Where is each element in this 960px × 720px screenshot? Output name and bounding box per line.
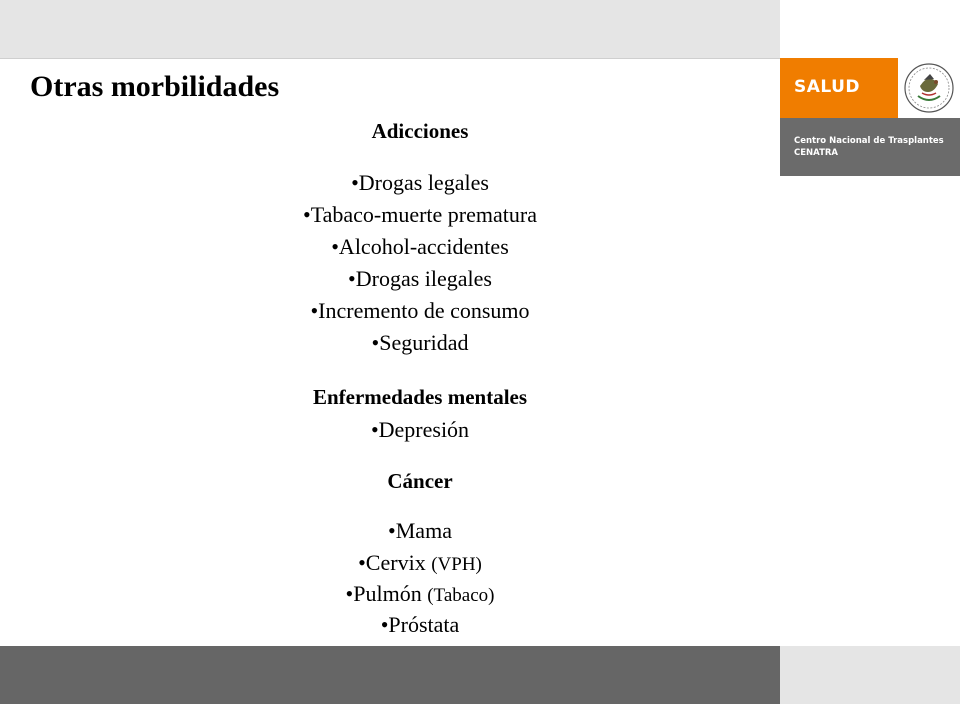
list-item: •Seguridad [371, 330, 469, 355]
section-heading-mentales: Enfermedades mentales [312, 385, 528, 409]
list-item: •Depresión [370, 417, 470, 442]
section-heading-cancer: Cáncer [387, 469, 453, 493]
logo-grey-panel [780, 118, 960, 176]
mexican-coat-of-arms-icon [898, 58, 960, 118]
list-item-main: •Cervix [358, 550, 426, 575]
logo-seal-panel [898, 58, 960, 118]
list-item-main: •Próstata [380, 612, 460, 637]
list-item [60, 581, 780, 607]
list-item: •Incremento de consumo [310, 298, 530, 323]
logo-orange-panel [780, 58, 898, 118]
section-heading-adicciones: Adicciones [371, 119, 469, 143]
logo-subtitle: Centro Nacional de Trasplantes [794, 136, 944, 146]
logo-brand-text: SALUD [794, 77, 861, 97]
list-item: •Drogas ilegales [348, 266, 492, 291]
logo-acronym: CENATRA [794, 148, 838, 158]
list-item-note: (VPH) [431, 554, 482, 575]
top-right-corner [780, 0, 960, 58]
list-item [60, 518, 780, 544]
list-item: •Tabaco-muerte prematura [303, 202, 537, 227]
list-item-main: •Mama [388, 518, 452, 543]
bottom-edge [0, 704, 960, 720]
salud-logo [780, 58, 960, 176]
list-item: •Drogas legales [351, 170, 489, 195]
page-title: Otras morbilidades [30, 70, 280, 103]
bottom-band [0, 646, 780, 704]
list-item [60, 550, 780, 576]
list-item: •Alcohol-accidentes [331, 234, 509, 259]
list-item-main: •Pulmón [345, 581, 422, 606]
bottom-right-corner [780, 646, 960, 704]
top-band [0, 0, 780, 59]
list-item-note: (Tabaco) [427, 585, 495, 606]
list-item [60, 612, 780, 638]
